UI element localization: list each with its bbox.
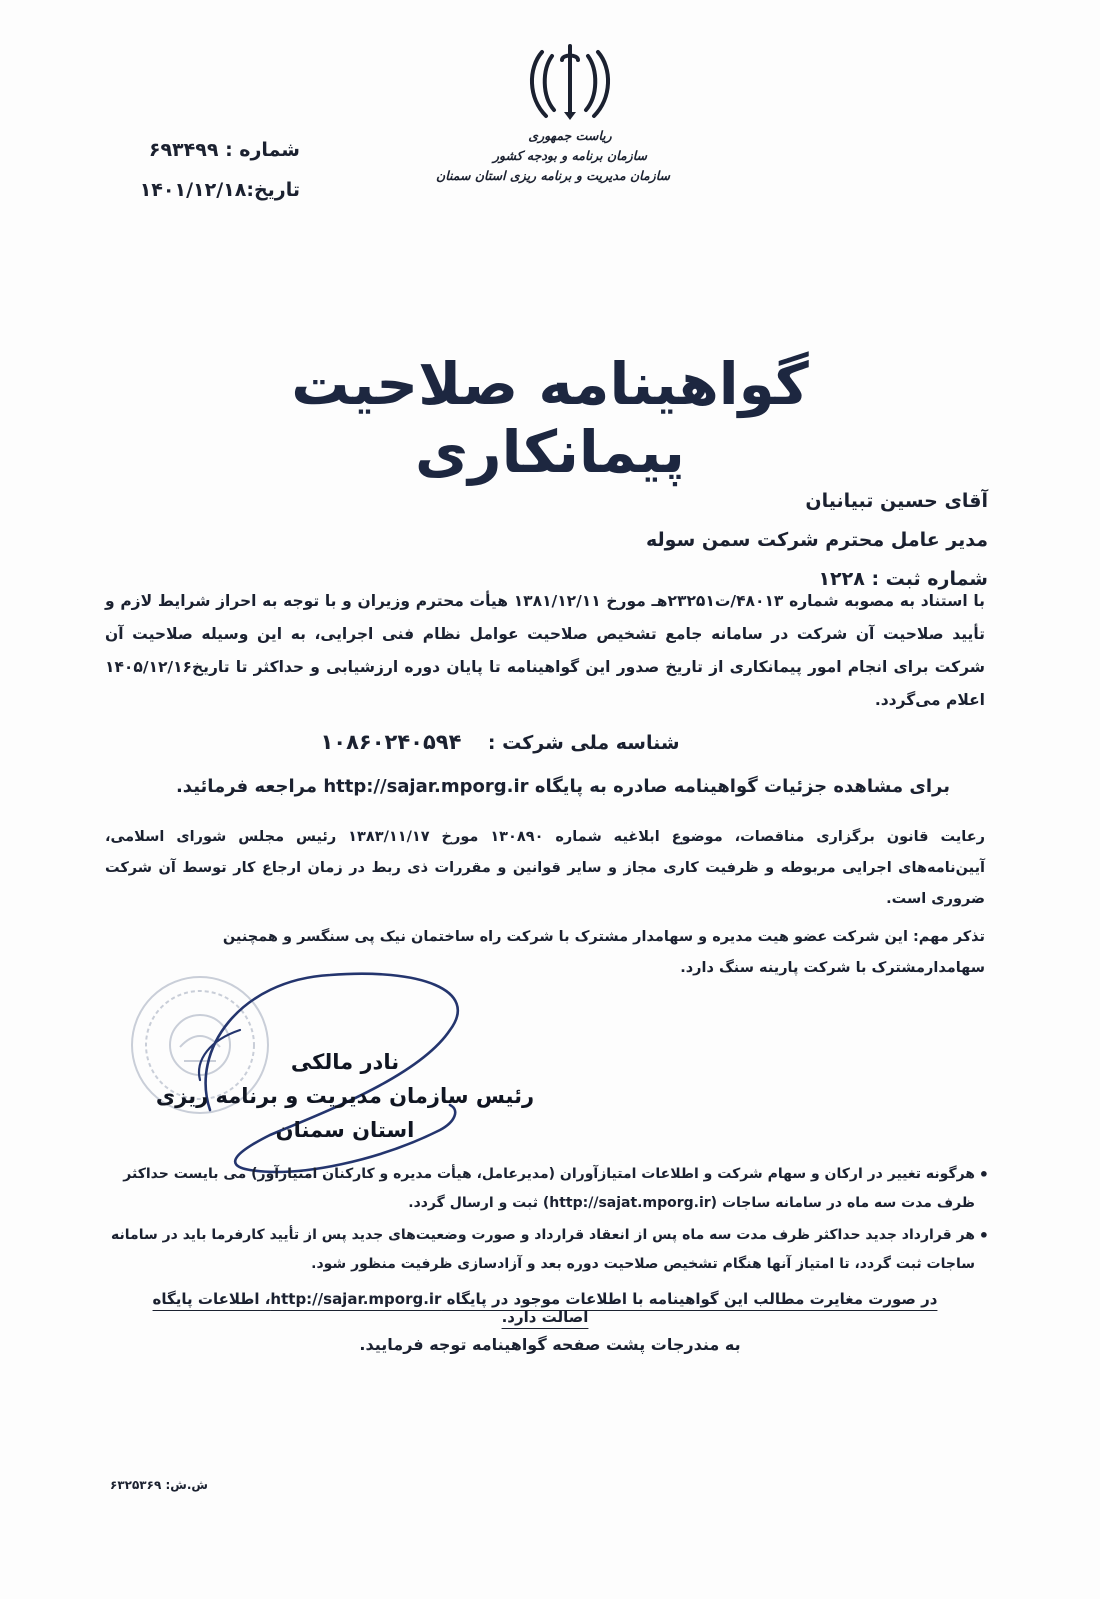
note-item-contracts: • هر قرارداد جدید حداکثر ظرف مدت سه ماه پس از انعقاد قرارداد و صورت وضعیت‌های جدید پس از تأیید کارفرما باید در سامانه ساجات ثبت گردد، تا امتیاز آنها هنگام تشخیص صلاحیت دوره بعد و آزادسازی ظرفیت منظور شود. (105, 1221, 985, 1279)
compliance-paragraph: رعایت قانون برگزاری مناقصات، موضوع ابلاغیه شماره ۱۳۰۸۹۰ مورخ ۱۳۸۳/۱۱/۱۷ رئیس مجلس شورای اسلامی، آیین‌نامه‌های اجرایی مربوطه و ظرفیت کاری مجاز و سایر قوانین و مقررات ذی ربط در زمان ارجاع کار توسط آن شرکت ضروری است. (105, 829, 985, 907)
back-page-note: به مندرجات پشت صفحه گواهینامه توجه فرمایید. (359, 1335, 741, 1354)
serial-number: ش.ش: ۶۳۲۵۳۶۹ (110, 1478, 208, 1492)
national-id-line (200, 730, 800, 754)
note-item-changes: • هرگونه تغییر در ارکان و سهام شرکت و اطلاعات امتیازآوران (مدیرعامل، هیأت مدیره و کارکنان امتیازآور) می بایست حداکثر ظرف مدت سه ماه در سامانه ساجات (http://sajat.mporg.ir) ثبت و ارسال گردد. (105, 1160, 985, 1218)
document-date (100, 170, 300, 210)
org-line-province: سازمان مدیریت و برنامه ریزی استان سمنان (436, 168, 670, 183)
signer-block (155, 1045, 535, 1147)
recipient-role: مدیر عامل محترم شرکت سمن سوله (646, 529, 988, 551)
signer-title-line2: استان سمنان (275, 1118, 415, 1142)
document-date-value: ۱۴۰۱/۱۲/۱۸ (139, 179, 247, 201)
iran-emblem-icon (520, 40, 620, 126)
certificate-body-paragraph: با استناد به مصوبه شماره ۴۸۰۱۳/ت۲۳۲۵۱هـ مورخ ۱۳۸۱/۱۲/۱۱ هیأت محترم وزیران و با توجه به احراز شرایط لازم و تأیید صلاحیت آن شرکت در سامانه جامع تشخیص صلاحیت عوامل نظام فنی اجرایی، به این وسیله صلاحیت آن شرکت برای انجام امور پیمانکاری از تاریخ صدور این گواهینامه تا پایان دوره ارزشیابی و حداکثر تا تاریخ۱۴۰۵/۱۲/۱۶ اعلام می‌گردد. (105, 592, 985, 709)
document-number (100, 130, 300, 170)
org-line-presidency: ریاست جمهوری (528, 128, 612, 143)
certificate-title: گواهینامه صلاحیت پیمانکاری (291, 350, 809, 486)
authenticity-warning: در صورت مغایرت مطالب این گواهینامه با اطلاعات موجود در پایگاه http://sajar.mporg.ir، اطلاعات پایگاه اصالت دارد. (152, 1290, 938, 1326)
sajar-reference-line (150, 776, 950, 797)
signer-title-line1: رئیس سازمان مدیریت و برنامه ریزی (155, 1084, 535, 1108)
notes-list (105, 1160, 985, 1279)
sajar-url-link[interactable]: http://sajar.mporg.ir (323, 776, 529, 797)
recipient-name: آقای حسین تبیانیان (805, 490, 988, 512)
sajar-text-after: مراجعه فرمائید. (175, 776, 318, 797)
recipient-block (188, 482, 988, 599)
registration-value: ۱۲۲۸ (818, 568, 865, 590)
document-date-label: تاریخ: (246, 179, 300, 201)
national-id-label: شناسه ملی شرکت : (487, 732, 680, 754)
document-number-block (100, 130, 300, 210)
signer-name: نادر مالکی (290, 1050, 400, 1074)
document-number-label: شماره : (225, 139, 300, 161)
national-id-value: ۱۰۸۶۰۲۴۰۵۹۴ (320, 730, 462, 754)
important-reminder: تذکر مهم: این شرکت عضو هیت مدیره و سهامدار مشترک با شرکت راه ساختمان نیک پی سنگسر و همچنین سهامدارمشترک با شرکت پارینه سنگ دارد. (222, 929, 985, 976)
sajar-text-before: برای مشاهده جزئیات گواهینامه صادره به پایگاه (534, 776, 950, 797)
org-line-budget: سازمان برنامه و بودجه کشور (492, 148, 648, 163)
document-number-value: ۶۹۳۴۹۹ (148, 139, 219, 161)
registration-label: شماره ثبت : (871, 568, 988, 590)
issuer-org-lines (436, 126, 670, 186)
